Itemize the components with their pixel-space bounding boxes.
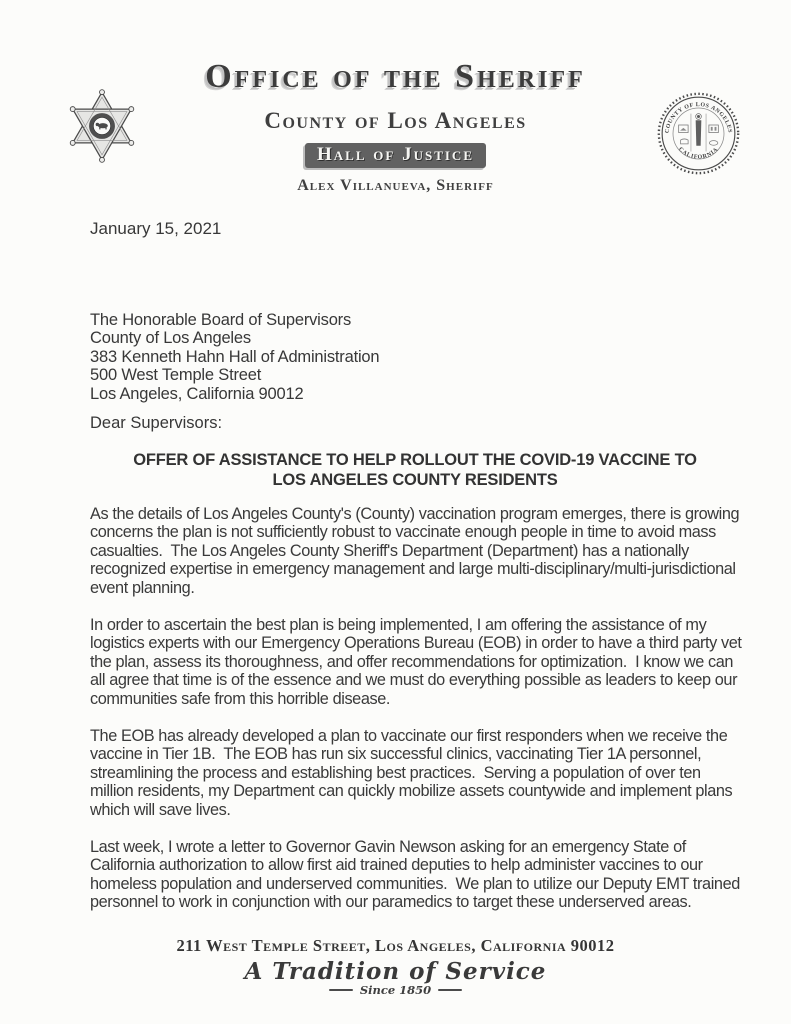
letter-body <box>0 220 791 912</box>
county-seal-icon <box>656 91 741 176</box>
paragraph-3: The EOB has already developed a plan to vaccinate our first responders when we receive the vaccine in Tier 1B. The EOB has run six successful clinics, vaccinating Tier 1A personnel, streamlining the process and establishing best practices. Serving a population of over ten million residents, my Department can quickly mobilize assets countywide and implement plans which will save lives. <box>90 726 737 819</box>
paragraph-4: Last week, I wrote a letter to Governor Gavin Newson asking for an emergency State of California authorization to allow first aid trained deputies to help administer vaccines to our homeless population and underserved communities. We plan to utilize our Deputy EMT trained personnel to work in conjunction with our paramedics to target these underserved areas. <box>90 837 745 911</box>
flourish-dash-right <box>438 989 462 991</box>
subject-line <box>90 450 740 490</box>
hall-of-justice-banner: Hall of Justice <box>305 143 486 168</box>
county-of-los-angeles-line: County of Los Angeles <box>264 108 527 133</box>
footer-address: 211 West Temple Street, Los Angeles, California 90012 <box>176 936 615 955</box>
sheriff-name-line: Alex Villanueva, Sheriff <box>297 177 494 194</box>
footer-since-text: Since 1850 <box>359 983 432 997</box>
recipient-line: 383 Kenneth Hahn Hall of Administration <box>90 347 380 366</box>
letter-footer <box>0 936 791 997</box>
seal-bottom-text: CALIFORNIA <box>677 146 720 161</box>
recipient-line: County of Los Angeles <box>90 329 251 347</box>
letter-date: January 15, 2021 <box>90 219 222 238</box>
recipient-address-block <box>90 311 791 404</box>
recipient-line: 500 West Temple Street <box>90 366 262 384</box>
office-of-the-sheriff-title: Office of the Sheriff <box>205 58 586 95</box>
subject-line-2: LOS ANGELES COUNTY RESIDENTS <box>272 470 558 489</box>
letterhead <box>0 0 791 206</box>
paragraph-2: In order to ascertain the best plan is being implemented, I am offering the assistance of my logistics experts with our Emergency Operations Bureau (EOB) in order to have a third party vet the plan, assess its thoroughness, and offer recommendations for optimization. I know we can all agree that time is of the essence and we must do everything possible as leaders to keep our communities safe from this horrible disease. <box>90 615 746 708</box>
recipient-line: Los Angeles, California 90012 <box>90 384 304 403</box>
footer-since-line <box>0 983 791 997</box>
seal-top-text: COUNTY OF LOS ANGELES <box>664 102 733 134</box>
recipient-line: The Honorable Board of Supervisors <box>90 310 352 329</box>
footer-tagline: A Tradition of Service <box>244 958 547 985</box>
flourish-dash-left <box>329 989 353 991</box>
subject-line-1: OFFER OF ASSISTANCE TO HELP ROLLOUT THE COVID-19 VACCINE TO <box>133 450 697 469</box>
salutation: Dear Supervisors: <box>90 414 223 432</box>
paragraph-1: As the details of Los Angeles County's (County) vaccination program emerges, there is growing concerns the plan is not sufficiently robust to vaccinate enough people in time to avoid mass casualties. The Los Angeles County Sheriff's Department (Department) has a nationally recognized expertise in emergency management and large multi-disciplinary/multi-jurisdictional event planning. <box>90 504 744 597</box>
